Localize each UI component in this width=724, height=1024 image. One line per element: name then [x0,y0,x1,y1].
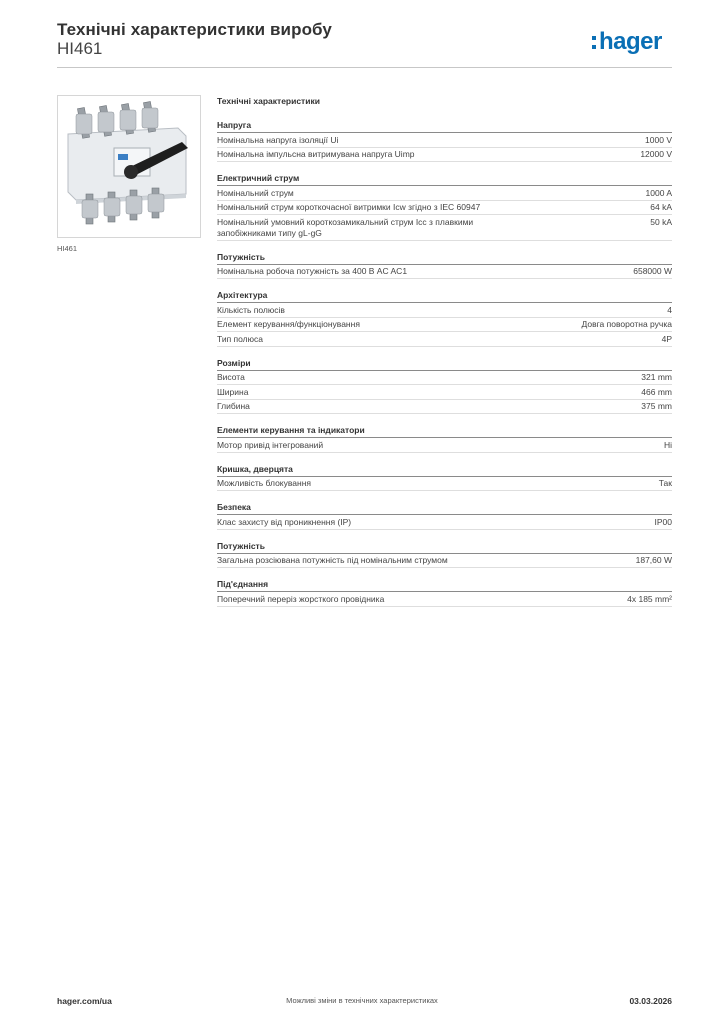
spec-row [217,215,672,241]
product-image [57,95,201,238]
spec-section [217,252,672,280]
spec-value: Ні [663,439,672,450]
spec-label: Загальна розсіювана потужність під номінальним струмом [217,555,448,565]
spec-row [217,554,672,569]
spec-section [217,541,672,569]
spec-value: 50 kA [650,216,672,227]
section-title: Безпека [217,502,672,515]
spec-label: Поперечний переріз жорсткого провідника [217,593,385,604]
spec-row [217,438,672,453]
spec-value: 1000 V [645,134,672,145]
spec-value: 12000 V [640,149,672,159]
spec-row [217,186,672,201]
header-divider [57,67,672,68]
spec-row [217,265,672,280]
section-title: Архітектура [217,290,672,303]
page-title: Технічні характеристики виробу [57,20,332,39]
spec-value: 1000 A [645,187,672,198]
spec-label: Глибина [217,401,250,411]
spec-value: 375 mm [641,401,672,411]
spec-value: 4 [667,304,672,315]
spec-value: 321 mm [641,372,672,382]
spec-row [217,318,672,333]
spec-label: Висота [217,372,245,382]
spec-value: 658000 W [633,266,672,276]
spec-value: 4x 185 mm² [627,593,672,604]
spec-section [217,290,672,347]
footer-date: 03.03.2026 [629,996,672,1006]
spec-label: Можливість блокування [217,478,312,488]
spec-section [217,425,672,453]
section-title: Напруга [217,120,672,133]
spec-label: Ширина [217,386,249,397]
spec-label: Кількість полюсів [217,304,285,315]
spec-value: 466 mm [641,386,672,397]
spec-label: Тип полюса [217,333,263,344]
spec-row [217,385,672,400]
spec-table [217,96,672,618]
section-title: Під'єднання [217,579,672,592]
spec-row [217,148,672,163]
switch-disconnector-illustration [58,96,200,237]
spec-row [217,515,672,530]
spec-section [217,502,672,530]
spec-sections [217,120,672,607]
spec-value: Так [658,478,672,488]
spec-section [217,173,672,241]
spec-section [217,358,672,415]
spec-label: Номінальна імпульсна витримувана напруга Uimp [217,149,415,159]
spec-section [217,579,672,607]
logo-dots-icon [592,36,596,49]
spec-label: Номінальна робоча потужність за 400 В AC AC1 [217,266,408,276]
spec-label: Елемент керування/функціонування [217,319,360,329]
spec-label: Клас захисту від проникнення (IP) [217,516,352,527]
spec-section [217,464,672,492]
section-title: Потужність [217,252,672,265]
spec-row [217,592,672,607]
spec-row [217,371,672,386]
spec-label: Номінальний умовний короткозамикальний струм Icc з плавкими запобіжниками типу gL-gG [217,216,474,238]
footer-disclaimer: Можливі зміни в технічних характеристиках [286,996,438,1005]
product-image-caption: HI461 [57,244,78,253]
section-title: Елементи керування та індикатори [217,425,672,438]
product-reference: HI461 [57,39,103,58]
section-title: Електричний струм [217,173,672,186]
section-title: Розміри [217,358,672,371]
spec-row [217,477,672,492]
spec-row [217,133,672,148]
spec-row [217,303,672,318]
spec-value: 187,60 W [635,555,672,565]
spec-heading: Технічні характеристики [217,96,320,106]
footer-website: hager.com/ua [57,996,112,1006]
spec-label: Номінальний струм [217,187,294,198]
spec-row [217,400,672,415]
spec-row [217,201,672,216]
spec-section [217,120,672,162]
spec-value: IP00 [654,516,672,527]
hager-logo [592,26,662,58]
spec-value: 64 kA [650,202,672,212]
section-title: Кришка, дверцята [217,464,672,477]
spec-value: Довга поворотна ручка [581,319,672,329]
spec-label: Мотор привід інтегрований [217,439,324,450]
spec-value: 4P [661,333,672,344]
spec-label: Номінальна напруга ізоляції Ui [217,134,339,145]
spec-label: Номінальний струм короткочасної витримки Icw згідно з IEC 60947 [217,202,481,212]
section-title: Потужність [217,541,672,554]
spec-row [217,332,672,347]
logo-text: hager [599,28,662,55]
